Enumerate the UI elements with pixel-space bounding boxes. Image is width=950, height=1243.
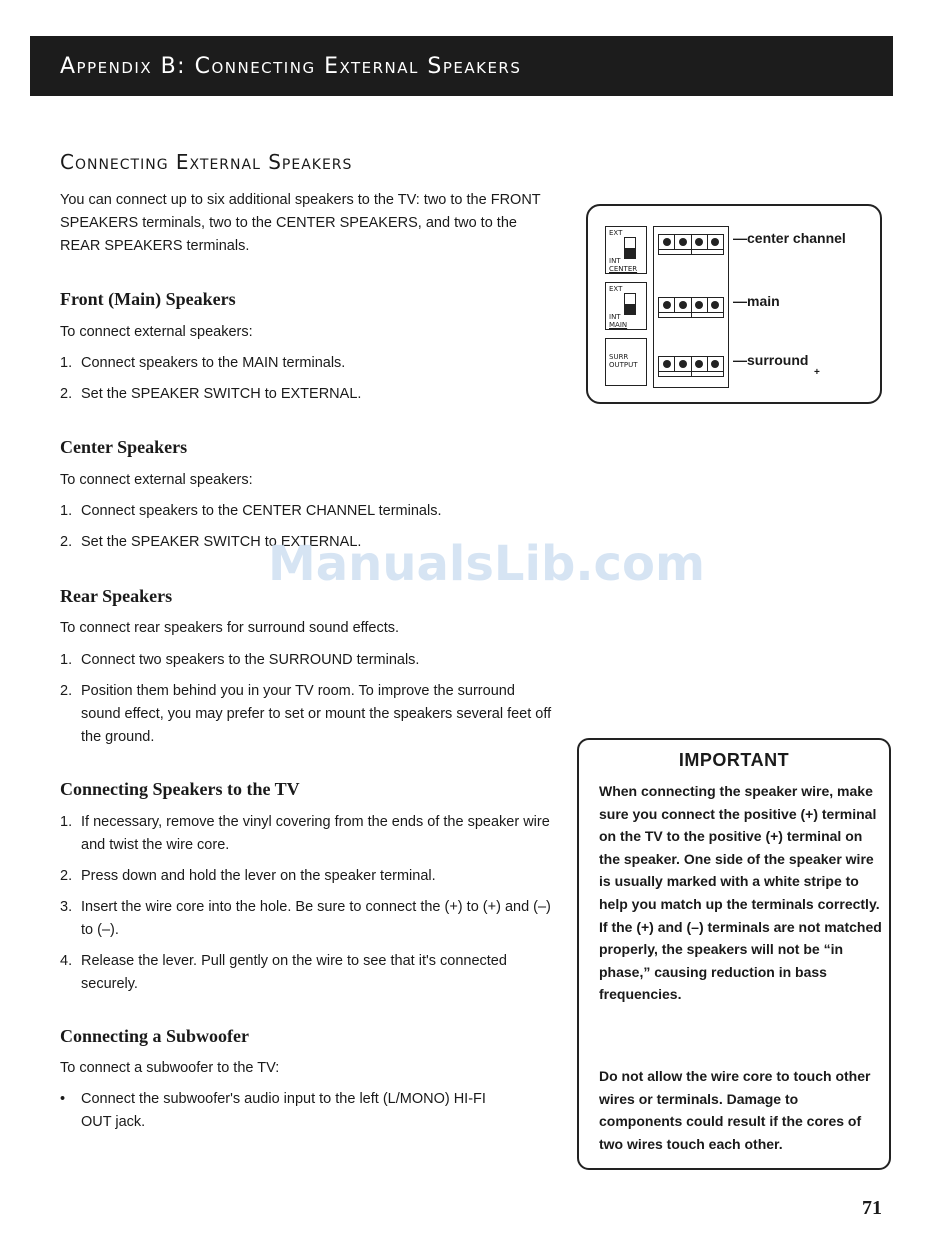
list-item: 1. Connect speakers to the CENTER CHANNEL terminals. — [60, 503, 442, 519]
switch-label-int: INT — [609, 313, 621, 321]
list-item: 2. Press down and hold the lever on the speaker terminal. — [60, 868, 436, 884]
list-item: 4. Release the lever. Pull gently on the wire to see that it's connected securely. — [60, 953, 507, 992]
subwoofer-bullets — [60, 1088, 520, 1134]
list-item: 1. Connect two speakers to the SURROUND terminals. — [60, 652, 420, 668]
center-speaker-switch — [605, 226, 647, 274]
important-title: IMPORTANT — [678, 750, 790, 770]
connecting-tv-heading: Connecting Speakers to the TV — [60, 779, 300, 799]
speaker-terminal-diagram — [586, 204, 882, 404]
page-number: 71 — [862, 1197, 882, 1219]
surround-terminals — [658, 356, 724, 372]
list-item: 3. Insert the wire core into the hole. Be sure to connect the (+) to (+) and (–) to (–). — [60, 899, 551, 938]
rear-speakers-heading: Rear Speakers — [60, 586, 173, 606]
switch-label-main: MAIN — [609, 321, 628, 329]
terminal-levers — [658, 372, 724, 377]
surr-output-label: OUTPUT — [609, 361, 638, 369]
terminal-hole-icon — [695, 238, 703, 246]
terminal-hole-icon — [695, 360, 703, 368]
main-terminals — [658, 297, 724, 313]
switch-label-center: CENTER — [609, 265, 638, 273]
terminal-levers — [658, 313, 724, 318]
important-callout — [577, 738, 891, 1170]
connecting-tv-steps — [60, 811, 555, 996]
intro-paragraph: You can connect up to six additional speakers to the TV: two to the FRONT SPEAKERS terminals, two to the CENTER SPEAKERS, and two to the REAR SPEAKERS terminals. — [60, 192, 541, 254]
center-channel-terminals — [658, 234, 724, 250]
subwoofer-heading: Connecting a Subwoofer — [60, 1026, 250, 1046]
terminal-hole-icon — [711, 238, 719, 246]
surr-output-label: SURR — [609, 353, 629, 361]
list-item: • Connect the subwoofer's audio input to the left (L/MONO) HI-FI OUT jack. — [60, 1091, 486, 1130]
terminal-hole-icon — [663, 360, 671, 368]
center-channel-label: —center channel — [733, 230, 846, 246]
list-item: 1. If necessary, remove the vinyl covering from the ends of the speaker wire and twist the wire core. — [60, 814, 550, 853]
terminal-panel — [653, 226, 729, 388]
section-title: Connecting External Speakers — [60, 150, 353, 174]
watermark: ManualsLib.com — [268, 536, 705, 592]
list-item: 2. Set the SPEAKER SWITCH to EXTERNAL. — [60, 386, 362, 402]
terminal-hole-icon — [695, 301, 703, 309]
center-speakers-lead: To connect external speakers: — [60, 472, 253, 488]
terminal-hole-icon — [679, 360, 687, 368]
header-title: Appendix B: Connecting External Speakers — [60, 53, 522, 79]
front-speakers-lead: To connect external speakers: — [60, 324, 253, 340]
front-speakers-steps — [60, 352, 555, 406]
main-speaker-switch — [605, 282, 647, 330]
important-paragraph-2: Do not allow the wire core to touch other wires or terminals. Damage to components could result if the cores of two wires touch each other. — [599, 1068, 871, 1152]
list-item: 2. Set the SPEAKER SWITCH to EXTERNAL. — [60, 534, 362, 550]
switch-lever-icon — [624, 293, 636, 315]
header-bar — [30, 36, 893, 96]
terminal-hole-icon — [663, 301, 671, 309]
important-paragraph-1: When connecting the speaker wire, make sure you connect the positive (+) terminal on the TV to the positive (+) terminal on the speaker. One side of the speaker wire is usually marked with a white stripe to help you match up the terminals correctly. If the (+) and (–) terminals are not matched properly, the speakers will not be “in phase,” causing reduction in bass frequencies. — [599, 783, 882, 1003]
switch-label-ext: EXT — [609, 285, 623, 293]
switch-label-ext: EXT — [609, 229, 623, 237]
terminal-hole-icon — [679, 301, 687, 309]
switch-lever-icon — [624, 237, 636, 259]
terminal-hole-icon — [711, 301, 719, 309]
rear-speakers-lead: To connect rear speakers for surround sound effects. — [60, 620, 400, 636]
terminal-levers — [658, 250, 724, 255]
list-item: 1. Connect speakers to the MAIN terminals. — [60, 355, 346, 371]
front-speakers-heading: Front (Main) Speakers — [60, 289, 236, 309]
center-speakers-heading: Center Speakers — [60, 437, 188, 457]
surround-label: —surround — [733, 352, 809, 368]
terminal-hole-icon — [711, 360, 719, 368]
main-label: —main — [733, 293, 780, 309]
terminal-hole-icon — [679, 238, 687, 246]
subwoofer-lead: To connect a subwoofer to the TV: — [60, 1060, 280, 1076]
rear-speakers-steps — [60, 649, 555, 749]
list-item: 2. Position them behind you in your TV room. To improve the surround sound effect, you may prefer to set or mount the speakers several feet off the ground. — [60, 683, 552, 745]
terminal-hole-icon — [663, 238, 671, 246]
positive-mark: + — [814, 367, 820, 378]
switch-label-int: INT — [609, 257, 621, 265]
surround-output-box — [605, 338, 647, 386]
